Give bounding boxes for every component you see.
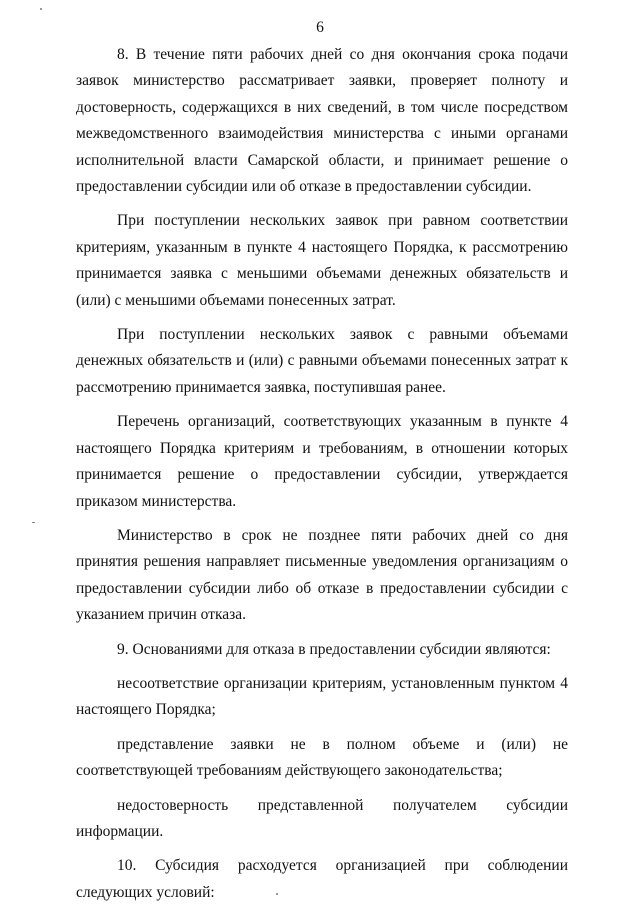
page-number: 6 xyxy=(316,19,324,36)
scan-speck xyxy=(276,893,278,895)
list-item-noncompliance: несоответствие организации критериям, установленным пунктом 4 настоящего Порядка; xyxy=(76,674,568,719)
list-item-incomplete-application: представление заявки не в полном объеме и (или) не соответствующей требованиям действующего законодательства; xyxy=(76,735,568,780)
document-body xyxy=(76,42,568,906)
paragraph-equal-criteria: При поступлении нескольких заявок при равном соответствии критериям, указанным в пункте 4 настоящего Порядка, к рассмотрению принимается заявка с меньшими объемами денежных обязательств и (или) с меньшими объемами понесенных затрат. xyxy=(76,212,568,309)
list-item-unreliable-information: недостоверность представленной получателем субсидии информации. xyxy=(76,796,568,840)
paragraph-8: 8. В течение пяти рабочих дней со дня окончания срока подачи заявок министерство рассматривает заявки, проверяет полноту и достоверность, содержащихся в них сведений, в том числе посредством межведомственного взаимодействия министерства с иными органами исполнительной власти Самарской области, и принимает решение о предоставлении субсидии или об отказе в предоставлении субсидии. xyxy=(76,46,568,196)
paragraph-10: 10. Субсидия расходуется организацией при соблюдении следующих условий: xyxy=(76,857,568,901)
paragraph-notification: Министерство в срок не позднее пяти рабочих дней со дня принятия решения направляет письменные уведомления организациям о предоставлении субсидии либо об отказе в предоставлении субсидии с указанием причин отказа. xyxy=(76,526,568,624)
paragraph-9: 9. Основаниями для отказа в предоставлении субсидии являются: xyxy=(117,640,551,658)
paragraph-organization-list: Перечень организаций, соответствующих указанным в пункте 4 настоящего Порядка критериям и требованиям, в отношении которых принимается решение о предоставлении субсидии, утверждается приказом министерства. xyxy=(76,413,568,510)
paragraph-equal-amounts: При поступлении нескольких заявок с равными объемами денежных обязательств и (или) с равными объемами понесенных затрат к рассмотрению принимается заявка, поступившая ранее. xyxy=(76,326,568,396)
scan-speck xyxy=(40,8,42,10)
scan-speck xyxy=(32,522,35,523)
